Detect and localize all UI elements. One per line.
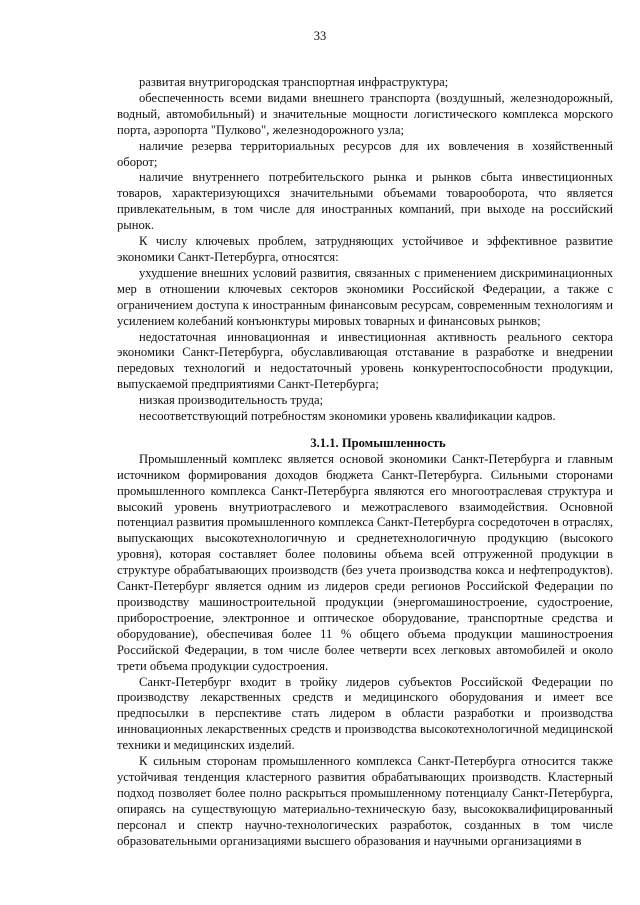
- section-heading: 3.1.1. Промышленность: [310, 435, 446, 450]
- industry-paragraph-pharma: Санкт-Петербург входит в тройку лидеров субъектов Российской Федерации по производству лекарственных средств и медицинского оборудования и имеет все предпосылки в перспективе стать лидером в области разработки и производства инновационных лекарственных средств и производства высокотехнологичной медицинской техники и медицинских изделий.: [117, 674, 613, 753]
- page-number: 33: [313, 29, 327, 43]
- strength-item-external-transport: обеспеченность всеми видами внешнего транспорта (воздушный, железнодорожный, водный, автомобильный) и значительные мощности логистического комплекса морского порта, аэропорта "Пулково", железнодорожного узла;: [117, 90, 613, 137]
- industry-paragraph-main: Промышленный комплекс является основой экономики Санкт-Петербурга и главным источником формирования доходов бюджета Санкт-Петербурга. Сильными сторонами промышленного комплекса Санкт-Петербурга являются его многоотраслевая структура и высокий уровень внутриотраслевого и межотраслевого взаимодействия. Основной потенциал развития промышленного комплекса Санкт-Петербурга сосредоточен в отраслях, выпускающих высокотехнологичную и среднетехнологичную продукцию (высокого уровня), которая составляет более половины объема всей отгруженной продукции в структуре обрабатывающих производств (без учета производства кокса и нефтепродуктов). Санкт-Петербург является одним из лидеров среди регионов Российской Федерации по производству машиностроительной продукции (энергомашиностроение, судостроение, приборостроение, электронное и оптическое оборудование, транспортные средства и оборудование), обеспечивая более 11 % общего объема продукции машиностроения Российской Федерации, в том числе более четверти всех легковых автомобилей и около трети объема продукции судостроения.: [117, 451, 613, 673]
- problem-item-qualification: несоответствующий потребностям экономики уровень квалификации кадров.: [139, 409, 556, 424]
- problems-intro: К числу ключевых проблем, затрудняющих устойчивое и эффективное развитие экономики Санкт-Петербурга, относятся:: [117, 234, 613, 264]
- problem-item-innovation-activity: недостаточная инновационная и инвестиционная активность реального сектора экономики Санкт-Петербурга, обуславливающая отставание в разработке и внедрении передовых технологий и недостаточный уровень конкурентоспособности продукции, выпускаемой предприятиями Санкт-Петербурга;: [117, 329, 613, 392]
- page-body: [117, 75, 613, 850]
- strength-item-consumer-market: наличие внутреннего потребительского рынка и рынков сбыта инвестиционных товаров, характеризующихся значительными объемами товарооборота, что является привлекательным, в том числе для иностранных компаний, при выходе на российский рынок.: [117, 170, 613, 233]
- strength-item-transport-infrastructure: развитая внутригородская транспортная инфраструктура;: [139, 75, 449, 89]
- strength-item-territorial-reserve: наличие резерва территориальных ресурсов для их вовлечения в хозяйственный оборот;: [117, 138, 613, 169]
- problem-item-productivity: низкая производительность труда;: [139, 393, 324, 408]
- problem-item-external-conditions: ухудшение внешних условий развития, связанных с применением дискриминационных мер в отношении ключевых секторов экономики Российской Федерации, а также с ограничением доступа к иностранным финансовым ресурсам, современным технологиям и усилением колебаний конъюнктуры мировых товарных и финансовых рынков;: [117, 265, 613, 328]
- industry-paragraph-clusters: К сильным сторонам промышленного комплекса Санкт-Петербурга относится также устойчивая тенденция кластерного развития обрабатывающих производств. Кластерный подход позволяет более полно раскрыться промышленному потенциалу Санкт-Петербурга, опираясь на существующую материально-техническую базу, высококвалифицированный персонал и спектр научно-технологических разработок, созданных в том числе образовательными организациями высшего образования и научными организациями в: [117, 754, 613, 848]
